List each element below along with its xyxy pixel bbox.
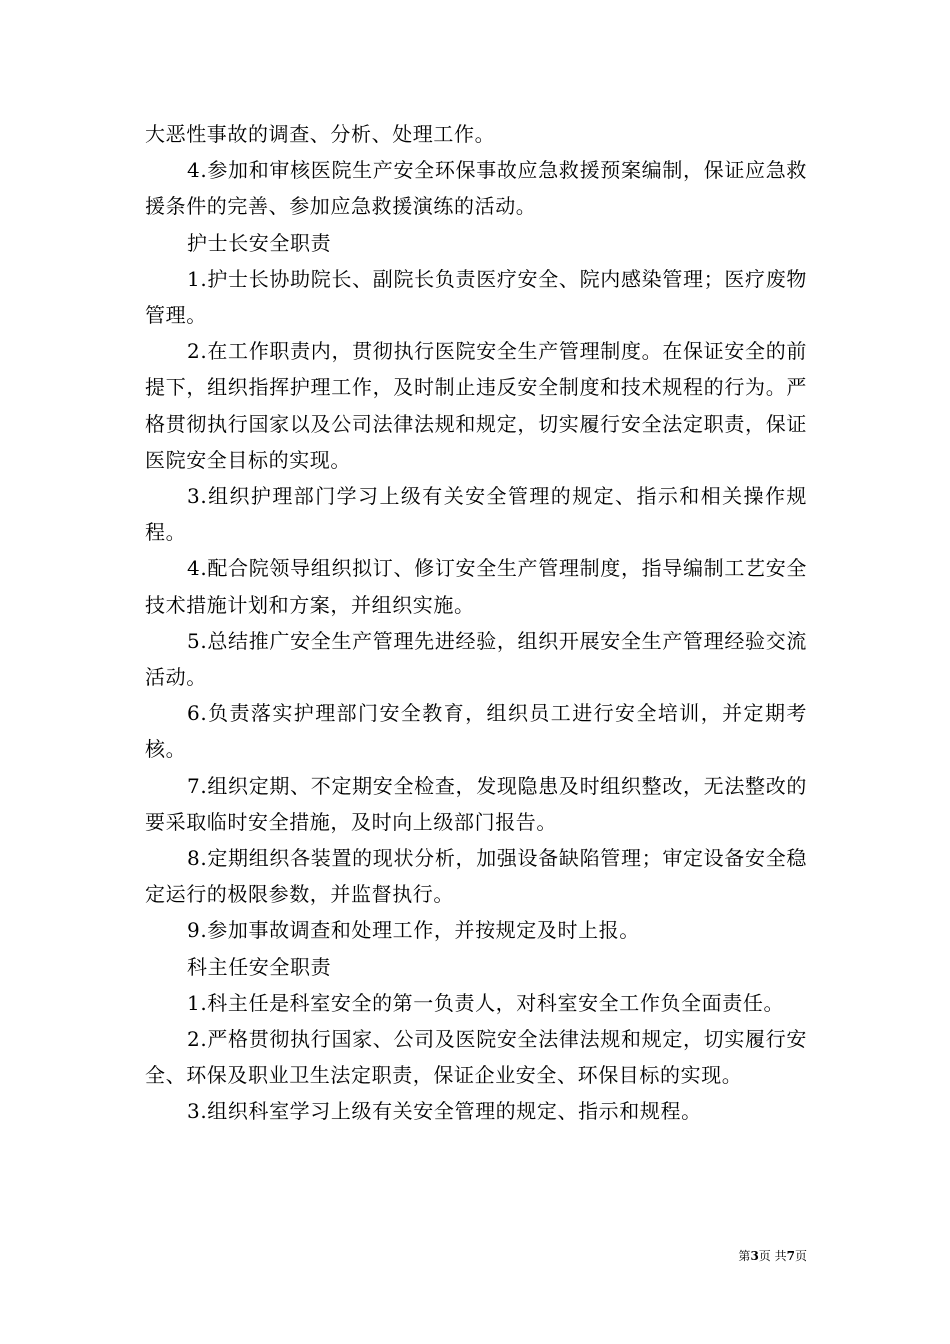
paragraph-11: 9.参加事故调查和处理工作，并按规定及时上报。 [187, 918, 640, 943]
paragraph-8: 6.负责落实护理部门安全教育，组织员工进行安全培训，并定期考核。 [145, 701, 807, 762]
paragraph-5: 3.组织护理部门学习上级有关安全管理的规定、指示和相关操作规程。 [145, 484, 807, 545]
document-body [145, 116, 807, 1130]
section-heading-department-director: 科主任安全职责 [187, 954, 332, 979]
paragraph-10: 8.定期组织各装置的现状分析，加强设备缺陷管理；审定设备安全稳定运行的极限参数，并监督执行。 [145, 846, 807, 907]
paragraph-15: 3.组织科室学习上级有关安全管理的规定、指示和规程。 [187, 1099, 702, 1124]
section-heading-head-nurse: 护士长安全职责 [187, 230, 332, 255]
paragraph-4: 2.在工作职责内，贯彻执行医院安全生产管理制度。在保证安全的前提下，组织指挥护理工作，及时制止违反安全制度和技术规程的行为。严格贯彻执行国家以及公司法律法规和规定，切实履行安全法定职责，保证医院安全目标的实现。 [145, 339, 807, 472]
paragraph-13: 1.科主任是科室安全的第一负责人，对科室安全工作负全面责任。 [187, 990, 785, 1015]
footer-middle: 页 共 [758, 1249, 787, 1263]
paragraph-6: 4.配合院领导组织拟订、修订安全生产管理制度，指导编制工艺安全技术措施计划和方案，并组织实施。 [145, 556, 807, 617]
paragraph-7: 5.总结推广安全生产管理先进经验，组织开展安全生产管理经验交流活动。 [145, 628, 807, 690]
footer-total-pages: 7 [786, 1249, 795, 1263]
paragraph-1: 4.参加和审核医院生产安全环保事故应急救援预案编制，保证应急救援条件的完善、参加应急救援演练的活动。 [145, 158, 807, 219]
footer-suffix: 页 [794, 1249, 807, 1263]
paragraph-9: 7.组织定期、不定期安全检查，发现隐患及时组织整改，无法整改的要采取临时安全措施，及时向上级部门报告。 [145, 773, 807, 834]
paragraph-14: 2.严格贯彻执行国家、公司及医院安全法律法规和规定，切实履行安全、环保及职业卫生法定职责，保证企业安全、环保目标的实现。 [145, 1027, 807, 1088]
footer-current-page: 3 [750, 1249, 759, 1263]
paragraph-3: 1.护士长协助院长、副院长负责医疗安全、院内感染管理；医疗废物管理。 [145, 266, 807, 328]
footer-prefix: 第 [738, 1249, 751, 1263]
paragraph-0: 大恶性事故的调查、分析、处理工作。 [145, 122, 496, 146]
page-footer [700, 1248, 807, 1264]
